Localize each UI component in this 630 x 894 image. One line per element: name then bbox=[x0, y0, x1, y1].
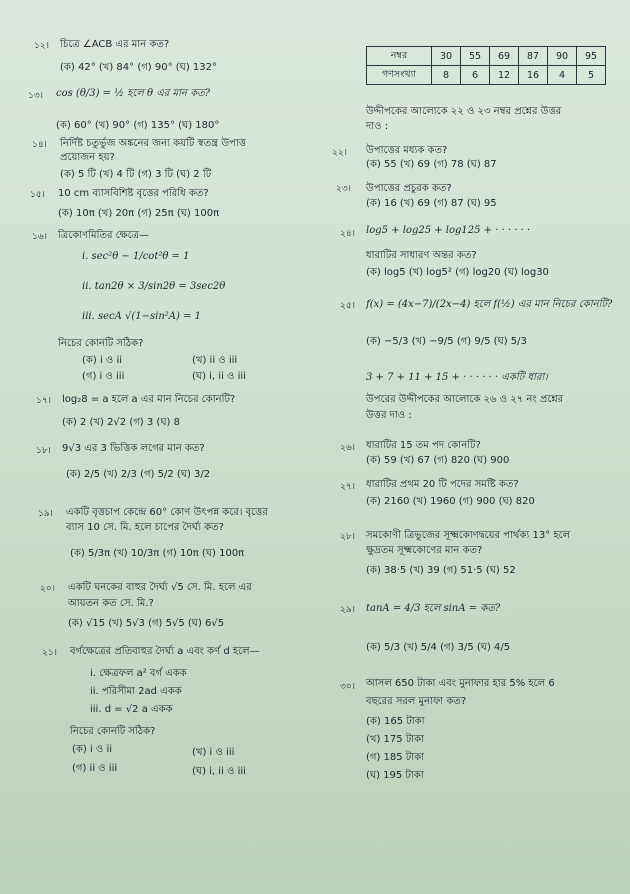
table-cell: 16 bbox=[519, 66, 548, 85]
option-c: (গ) i ও iii bbox=[82, 371, 125, 382]
table-cell: নম্বর bbox=[367, 47, 432, 66]
question-text: বর্গক্ষেত্রের প্রতিবাহুর দৈর্ঘ্য a এবং কর্ণ d হলে— bbox=[70, 646, 260, 657]
option-d: (ঘ) i, ii ও iii bbox=[192, 371, 246, 382]
table-caption: দাও : bbox=[366, 121, 389, 132]
question-options: (ক) √15 (খ) 5√3 (গ) 5√5 (ঘ) 6√5 bbox=[68, 618, 225, 629]
question-number: ১৯। bbox=[38, 509, 53, 519]
question-number: ২৩। bbox=[336, 184, 351, 194]
which-correct: নিচের কোনটি সঠিক? bbox=[58, 338, 144, 349]
question-options: (ক) 5/3 (খ) 5/4 (গ) 3/5 (ঘ) 4/5 bbox=[366, 642, 511, 653]
series-caption: উপরের উদ্দীপকের আলোকে ২৬ ও ২৭ নং প্রশ্নের bbox=[366, 394, 564, 405]
question-text: tanA = 4/3 হলে sinA = কত? bbox=[366, 603, 501, 614]
table-row bbox=[367, 47, 606, 66]
question-number: ২৭। bbox=[340, 482, 355, 492]
statement-i: i. sec²θ − 1/cot²θ = 1 bbox=[82, 251, 190, 262]
frequency-table bbox=[366, 46, 606, 85]
option-a: (ক) i ও ii bbox=[72, 744, 113, 755]
question-options: (ক) log5 (খ) log5² (গ) log20 (ঘ) log30 bbox=[366, 267, 549, 278]
question-text: 10 cm ব্যাসবিশিষ্ট বৃত্তের পরিধি কত? bbox=[58, 188, 209, 199]
question-text: log5 + log25 + log125 + · · · · · · bbox=[366, 225, 531, 236]
question-number: ১২। bbox=[34, 41, 49, 51]
option-d: (ঘ) 195 টাকা bbox=[366, 770, 424, 781]
question-text: ধারাটির প্রথম 20 টি পদের সমষ্টি কত? bbox=[366, 479, 519, 490]
question-number: ২৪। bbox=[340, 229, 355, 239]
question-number: ১৩। bbox=[28, 91, 43, 101]
series-caption: উত্তর দাও : bbox=[366, 410, 412, 421]
option-b: (খ) 175 টাকা bbox=[366, 734, 425, 745]
question-number: ২৯। bbox=[340, 605, 355, 615]
option-b: (খ) i ও iii bbox=[192, 747, 235, 758]
option-a: (ক) i ও ii bbox=[82, 355, 123, 366]
table-cell: 8 bbox=[432, 66, 461, 85]
statement-iii: iii. secA √(1−sin²A) = 1 bbox=[82, 311, 202, 322]
table-cell: 69 bbox=[490, 47, 519, 66]
series-text: 3 + 7 + 11 + 15 + · · · · · · একটি ধারা। bbox=[366, 372, 548, 383]
statement-i: i. ক্ষেত্রফল a² বর্গ একক bbox=[90, 668, 187, 679]
table-cell: 5 bbox=[577, 66, 606, 85]
table-cell: গণসংখ্যা bbox=[367, 66, 432, 85]
option-d: (ঘ) i, ii ও iii bbox=[192, 766, 246, 777]
question-number: ১৭। bbox=[36, 396, 51, 406]
table-cell: 87 bbox=[519, 47, 548, 66]
question-number: ২৮। bbox=[340, 532, 355, 542]
question-text: উপাত্তের মধ্যক কত? bbox=[366, 145, 448, 156]
question-options: (ক) 2160 (খ) 1960 (গ) 900 (ঘ) 820 bbox=[366, 496, 535, 507]
table-cell: 30 bbox=[432, 47, 461, 66]
question-text: উপাত্তের প্রচুরক কত? bbox=[366, 183, 452, 194]
question-options: (ক) 59 (খ) 67 (গ) 820 (ঘ) 900 bbox=[366, 455, 510, 466]
question-number: ১৮। bbox=[36, 446, 51, 456]
question-number: ২২। bbox=[332, 148, 347, 158]
question-text: ক্ষুদ্রতম সূক্ষ্মকোণের মান কত? bbox=[366, 545, 483, 556]
table-cell: 12 bbox=[490, 66, 519, 85]
question-text: ত্রিকোণমিতির ক্ষেত্রে— bbox=[58, 230, 150, 241]
table-caption: উদ্দীপকের আলোকে ২২ ও ২৩ নম্বর প্রশ্নের উত্তর bbox=[366, 106, 562, 117]
question-text: ধারাটির সাধারণ অন্তর কত? bbox=[366, 250, 477, 261]
question-number: ২১। bbox=[42, 648, 57, 658]
question-number: ২৫। bbox=[340, 301, 355, 311]
question-text: সমকোণী ত্রিভুজের সূক্ষ্মকোণদ্বয়ের পার্থক্য 13° হলে bbox=[366, 530, 571, 541]
question-number: ১৫। bbox=[30, 190, 45, 200]
question-options: (ক) 55 (খ) 69 (গ) 78 (ঘ) 87 bbox=[366, 159, 497, 170]
question-text: log₂8 = a হলে a এর মান নিচের কোনটি? bbox=[62, 394, 236, 405]
question-text: প্রয়োজন হয়? bbox=[60, 152, 115, 163]
question-options: (ক) 16 (খ) 69 (গ) 87 (ঘ) 95 bbox=[366, 198, 497, 209]
option-a: (ক) 165 টাকা bbox=[366, 716, 425, 727]
question-text: একটি বৃত্তচাপ কেন্দ্রে 60° কোণ উৎপন্ন করে। বৃত্তের bbox=[66, 507, 268, 518]
question-number: ২০। bbox=[40, 584, 55, 594]
question-options: (ক) 10π (খ) 20π (গ) 25π (ঘ) 100π bbox=[58, 208, 220, 219]
question-options: (ক) 2/5 (খ) 2/3 (গ) 5/2 (ঘ) 3/2 bbox=[66, 469, 211, 480]
question-options: (ক) 60° (খ) 90° (গ) 135° (ঘ) 180° bbox=[56, 120, 220, 131]
question-text: চিত্রে ∠ACB এর মান কত? bbox=[60, 39, 170, 50]
question-text: আসল 650 টাকা এবং মুনাফার হার 5% হলে 6 bbox=[366, 678, 555, 689]
question-options: (ক) 5/3π (খ) 10/3π (গ) 10π (ঘ) 100π bbox=[70, 548, 245, 559]
table-cell: 90 bbox=[548, 47, 577, 66]
question-number: ২৬। bbox=[340, 443, 355, 453]
statement-iii: iii. d = √2 a একক bbox=[90, 704, 173, 715]
question-text: cos (θ/3) = ½ হলে θ এর মান কত? bbox=[56, 88, 210, 99]
statement-ii: ii. পরিসীমা 2ad একক bbox=[90, 686, 182, 697]
question-options: (ক) 2 (খ) 2√2 (গ) 3 (ঘ) 8 bbox=[62, 417, 180, 428]
question-text: 9√3 এর 3 ভিত্তিক লগের মান কত? bbox=[62, 443, 205, 454]
question-number: ১৬। bbox=[32, 232, 47, 242]
option-b: (খ) ii ও iii bbox=[192, 355, 238, 366]
question-number: ১৪। bbox=[32, 140, 47, 150]
option-c: (গ) ii ও iii bbox=[72, 763, 118, 774]
question-options: (ক) 5 টি (খ) 4 টি (গ) 3 টি (ঘ) 2 টি bbox=[60, 169, 212, 180]
question-number: ৩০। bbox=[340, 682, 355, 692]
question-text: আয়তন কত সে. মি.? bbox=[68, 598, 154, 609]
question-text: ব্যাস 10 সে. মি. হলে চাপের দৈর্ঘ্য কত? bbox=[66, 522, 224, 533]
table-cell: 4 bbox=[548, 66, 577, 85]
which-correct: নিচের কোনটি সঠিক? bbox=[70, 726, 156, 737]
option-c: (গ) 185 টাকা bbox=[366, 752, 425, 763]
table-cell: 95 bbox=[577, 47, 606, 66]
question-options: (ক) 42° (খ) 84° (গ) 90° (ঘ) 132° bbox=[60, 62, 218, 73]
question-text: ধারাটির 15 তম পদ কোনটি? bbox=[366, 440, 481, 451]
question-text: নির্দিষ্ট চতুর্ভুজ অঙ্কনের জন্য কয়টি স্বতন্ত্র উপাত্ত bbox=[60, 138, 246, 149]
table-cell: 55 bbox=[461, 47, 490, 66]
statement-ii: ii. tan2θ × 3/sin2θ = 3sec2θ bbox=[82, 281, 226, 292]
question-text: f(x) = (4x−7)/(2x−4) হলে f(½) এর মান নিচের কোনটি? bbox=[366, 299, 613, 310]
question-options: (ক) 38·5 (খ) 39 (গ) 51·5 (ঘ) 52 bbox=[366, 565, 516, 576]
question-text: একটি ঘনকের বাহুর দৈর্ঘ্য √5 সে. মি. হলে এর bbox=[68, 582, 252, 593]
table-row bbox=[367, 66, 606, 85]
question-text: বছরের সরল মুনাফা কত? bbox=[366, 696, 467, 707]
question-options: (ক) −5/3 (খ) −9/5 (গ) 9/5 (ঘ) 5/3 bbox=[366, 336, 527, 347]
table-cell: 6 bbox=[461, 66, 490, 85]
